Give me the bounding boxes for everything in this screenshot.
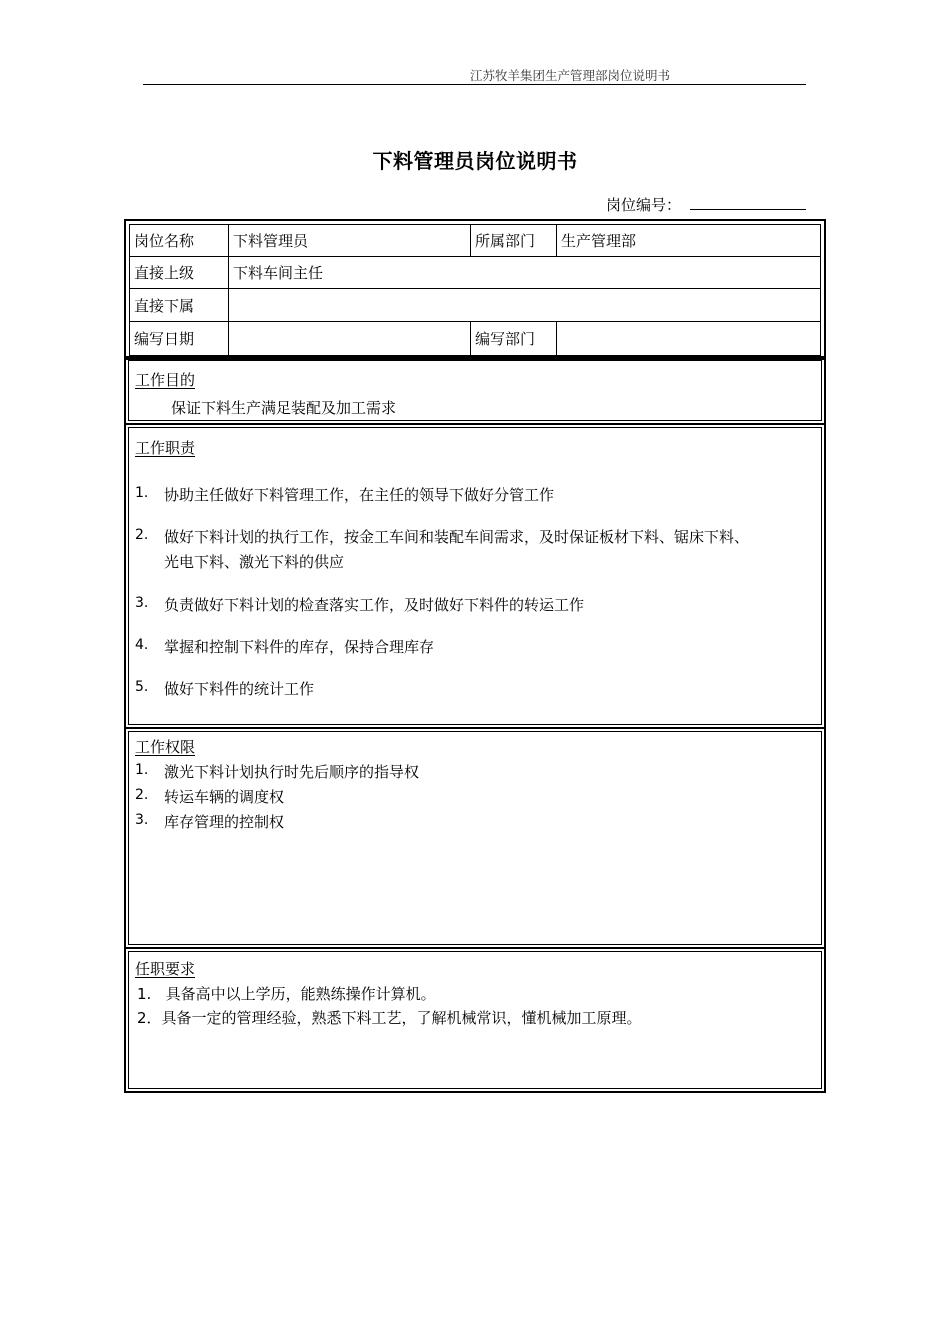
position-code-blank[interactable] xyxy=(690,209,806,210)
duty-text-continued: 光电下料、激光下料的供应 xyxy=(164,553,345,571)
duty-number: 4. xyxy=(135,637,149,653)
authority-text: 激光下料计划执行时先后顺序的指导权 xyxy=(164,763,420,781)
duty-text: 掌握和控制下料件的库存，保持合理库存 xyxy=(164,638,435,656)
requirement-item: 1. 具备高中以上学历，能熟练操作计算机。 xyxy=(137,985,436,1003)
label-write-date: 编写日期 xyxy=(130,322,229,356)
authority-text: 库存管理的控制权 xyxy=(164,813,285,831)
duty-text: 协助主任做好下料管理工作，在主任的领导下做好分管工作 xyxy=(164,486,555,504)
duties-title: 工作职责 xyxy=(135,439,196,457)
info-table xyxy=(129,224,821,356)
label-position-name: 岗位名称 xyxy=(130,225,229,257)
value-department: 生产管理部 xyxy=(557,225,821,257)
header-rule xyxy=(143,84,806,85)
authority-number: 3. xyxy=(135,812,149,828)
document-title: 下料管理员岗位说明书 xyxy=(372,149,578,173)
duty-number: 1. xyxy=(135,485,149,501)
value-write-date xyxy=(229,322,471,356)
duty-text: 负责做好下料计划的检查落实工作，及时做好下料件的转运工作 xyxy=(164,596,585,614)
duty-number: 3. xyxy=(135,595,149,611)
duties-section xyxy=(124,423,826,729)
value-write-department xyxy=(557,322,821,356)
value-position-name: 下料管理员 xyxy=(229,225,471,257)
requirements-title: 任职要求 xyxy=(135,960,196,978)
authority-section xyxy=(124,727,826,949)
requirements-section xyxy=(124,947,826,1093)
purpose-text: 保证下料生产满足装配及加工需求 xyxy=(171,399,397,417)
duty-number: 5. xyxy=(135,679,149,695)
authority-text: 转运车辆的调度权 xyxy=(164,788,285,806)
purpose-title: 工作目的 xyxy=(135,371,196,389)
info-table-box xyxy=(124,219,826,360)
position-code-label: 岗位编号： xyxy=(606,196,682,214)
requirement-item: 2．具备一定的管理经验，熟悉下料工艺，了解机械常识，懂机械加工原理。 xyxy=(137,1009,642,1027)
value-direct-superior: 下料车间主任 xyxy=(229,257,821,289)
label-write-department: 编写部门 xyxy=(471,322,557,356)
duty-text: 做好下料计划的执行工作，按金工车间和装配车间需求，及时保证板材下料、锯床下料、 xyxy=(164,528,750,546)
header-title: 江苏牧羊集团生产管理部岗位说明书 xyxy=(470,68,671,83)
authority-title: 工作权限 xyxy=(135,738,196,756)
purpose-section xyxy=(124,356,826,425)
authority-number: 1. xyxy=(135,762,149,778)
label-department: 所属部门 xyxy=(471,225,557,257)
duty-text: 做好下料件的统计工作 xyxy=(164,680,315,698)
authority-number: 2. xyxy=(135,787,149,803)
value-direct-subordinate xyxy=(229,289,821,322)
duty-number: 2. xyxy=(135,527,149,543)
label-direct-superior: 直接上级 xyxy=(130,257,229,289)
label-direct-subordinate: 直接下属 xyxy=(130,289,229,322)
